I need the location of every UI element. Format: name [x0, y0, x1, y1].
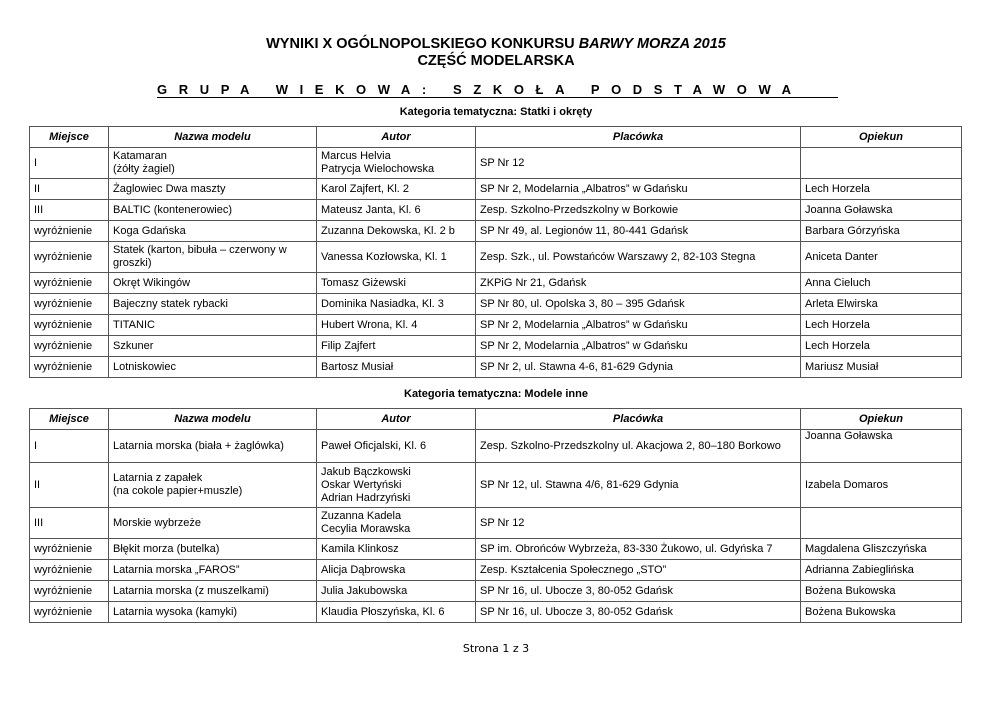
tutor-cell: Arleta Elwirska	[801, 294, 962, 315]
model-cell: Statek (karton, bibuła – czerwony w groszki)	[109, 242, 317, 273]
institution-cell: Zesp. Kształcenia Społecznego „STO”	[476, 560, 801, 581]
model-cell: Morskie wybrzeże	[109, 508, 317, 539]
model-cell: Latarnia wysoka (kamyki)	[109, 602, 317, 623]
author-cell: Filip Zajfert	[317, 336, 476, 357]
place-cell: wyróżnienie	[30, 357, 109, 378]
table-row	[30, 560, 962, 581]
document-subtitle: CZĘŚĆ MODELARSKA	[417, 53, 575, 69]
table-row	[30, 221, 962, 242]
institution-cell: SP Nr 2, Modelarnia „Albatros” w Gdańsku	[476, 315, 801, 336]
col-institution-header: Placówka	[476, 409, 801, 430]
institution-cell: SP Nr 2, Modelarnia „Albatros” w Gdańsku	[476, 336, 801, 357]
model-cell: Katamaran (żółty żagiel)	[109, 148, 317, 179]
place-cell: III	[30, 508, 109, 539]
model-cell: Okręt Wikingów	[109, 273, 317, 294]
page-number: Strona 1 z 3	[462, 642, 530, 655]
institution-cell: SP Nr 2, Modelarnia „Albatros” w Gdańsku	[476, 179, 801, 200]
table-row	[30, 273, 962, 294]
tutor-cell: Anna Cieluch	[801, 273, 962, 294]
col-place-header: Miejsce	[30, 127, 109, 148]
tutor-cell: Magdalena Gliszczyńska	[801, 539, 962, 560]
tutor-cell: Lech Horzela	[801, 336, 962, 357]
model-cell: Błękit morza (butelka)	[109, 539, 317, 560]
place-cell: wyróżnienie	[30, 242, 109, 273]
institution-cell: Zesp. Szkolno-Przedszkolny w Borkowie	[476, 200, 801, 221]
model-cell: Latarnia morska „FAROS”	[109, 560, 317, 581]
place-cell: II	[30, 179, 109, 200]
col-model-header: Nazwa modelu	[109, 127, 317, 148]
author-cell: Paweł Oficjalski, Kl. 6	[317, 430, 476, 463]
model-cell: Żaglowiec Dwa maszty	[109, 179, 317, 200]
author-cell: Dominika Nasiadka, Kl. 3	[317, 294, 476, 315]
tutor-cell: Lech Horzela	[801, 179, 962, 200]
tutor-cell: Bożena Bukowska	[801, 602, 962, 623]
table-row	[30, 200, 962, 221]
table-row	[30, 294, 962, 315]
col-tutor-header: Opiekun	[801, 409, 962, 430]
place-cell: wyróżnienie	[30, 294, 109, 315]
place-cell: wyróżnienie	[30, 581, 109, 602]
author-cell: Zuzanna Dekowska, Kl. 2 b	[317, 221, 476, 242]
tutor-cell: Joanna Goławska	[801, 200, 962, 221]
author-cell: Vanessa Kozłowska, Kl. 1	[317, 242, 476, 273]
institution-cell: Zesp. Szkolno-Przedszkolny ul. Akacjowa 2, 80–180 Borkowo	[476, 430, 801, 463]
table-row	[30, 148, 962, 179]
model-cell: Latarnia morska (z muszelkami)	[109, 581, 317, 602]
title-text: WYNIKI X OGÓLNOPOLSKIEGO KONKURSU	[266, 36, 579, 52]
place-cell: wyróżnienie	[30, 273, 109, 294]
institution-cell: SP im. Obrońców Wybrzeża, 83-330 Żukowo, ul. Gdyńska 7	[476, 539, 801, 560]
tutor-cell	[801, 508, 962, 539]
author-cell: Jakub Bączkowski Oskar Wertyński Adrian Hadrzyński	[317, 463, 476, 508]
author-cell: Marcus Helvia Patrycja Wielochowska	[317, 148, 476, 179]
institution-cell: SP Nr 12	[476, 148, 801, 179]
institution-cell: SP Nr 12, ul. Stawna 4/6, 81-629 Gdynia	[476, 463, 801, 508]
col-institution-header: Placówka	[476, 127, 801, 148]
tutor-cell: Barbara Górzyńska	[801, 221, 962, 242]
tutor-cell: Izabela Domaros	[801, 463, 962, 508]
place-cell: I	[30, 148, 109, 179]
table-row	[30, 602, 962, 623]
place-cell: wyróżnienie	[30, 602, 109, 623]
place-cell: wyróżnienie	[30, 221, 109, 242]
table-row	[30, 508, 962, 539]
model-cell: Lotniskowiec	[109, 357, 317, 378]
category-title: Kategoria tematyczna: Statki i okręty	[399, 106, 593, 118]
table-row	[30, 242, 962, 273]
col-place-header: Miejsce	[30, 409, 109, 430]
author-cell: Hubert Wrona, Kl. 4	[317, 315, 476, 336]
model-cell: BALTIC (kontenerowiec)	[109, 200, 317, 221]
institution-cell: ZKPiG Nr 21, Gdańsk	[476, 273, 801, 294]
place-cell: wyróżnienie	[30, 539, 109, 560]
table-row	[30, 581, 962, 602]
institution-cell: SP Nr 80, ul. Opolska 3, 80 – 395 Gdańsk	[476, 294, 801, 315]
place-cell: wyróżnienie	[30, 560, 109, 581]
model-cell: Latarnia z zapałek (na cokole papier+muszle)	[109, 463, 317, 508]
tutor-cell	[801, 148, 962, 179]
model-cell: Koga Gdańska	[109, 221, 317, 242]
tutor-cell: Aniceta Danter	[801, 242, 962, 273]
results-table	[29, 408, 962, 623]
author-cell: Mateusz Janta, Kl. 6	[317, 200, 476, 221]
table-row	[30, 336, 962, 357]
title-contest-name: BARWY MORZA 2015	[578, 36, 726, 52]
col-author-header: Autor	[317, 409, 476, 430]
author-cell: Karol Zajfert, Kl. 2	[317, 179, 476, 200]
author-cell: Alicja Dąbrowska	[317, 560, 476, 581]
table-row	[30, 539, 962, 560]
table-row	[30, 430, 962, 463]
institution-cell: SP Nr 16, ul. Ubocze 3, 80-052 Gdańsk	[476, 581, 801, 602]
age-group-heading: GRUPA WIEKOWA: SZKOŁA PODSTAWOWA	[157, 82, 838, 98]
table-row	[30, 315, 962, 336]
institution-cell: SP Nr 12	[476, 508, 801, 539]
results-table	[29, 126, 962, 378]
place-cell: III	[30, 200, 109, 221]
col-model-header: Nazwa modelu	[109, 409, 317, 430]
place-cell: II	[30, 463, 109, 508]
category-title: Kategoria tematyczna: Modele inne	[404, 388, 588, 400]
table-header-row	[30, 127, 962, 148]
tutor-cell: Bożena Bukowska	[801, 581, 962, 602]
author-cell: Bartosz Musiał	[317, 357, 476, 378]
tutor-cell: Mariusz Musiał	[801, 357, 962, 378]
table-header-row	[30, 409, 962, 430]
model-cell: Bajeczny statek rybacki	[109, 294, 317, 315]
model-cell: Latarnia morska (biała + żaglówka)	[109, 430, 317, 463]
author-cell: Klaudia Płoszyńska, Kl. 6	[317, 602, 476, 623]
institution-cell: Zesp. Szk., ul. Powstańców Warszawy 2, 82-103 Stegna	[476, 242, 801, 273]
model-cell: TITANIC	[109, 315, 317, 336]
model-cell: Szkuner	[109, 336, 317, 357]
place-cell: wyróżnienie	[30, 315, 109, 336]
table-row	[30, 357, 962, 378]
tutor-cell: Lech Horzela	[801, 315, 962, 336]
col-author-header: Autor	[317, 127, 476, 148]
place-cell: wyróżnienie	[30, 336, 109, 357]
place-cell: I	[30, 430, 109, 463]
author-cell: Zuzanna Kadela Cecylia Morawska	[317, 508, 476, 539]
institution-cell: SP Nr 2, ul. Stawna 4-6, 81-629 Gdynia	[476, 357, 801, 378]
institution-cell: SP Nr 16, ul. Ubocze 3, 80-052 Gdańsk	[476, 602, 801, 623]
author-cell: Kamila Klinkosz	[317, 539, 476, 560]
tutor-cell: Adrianna Zabieglińska	[801, 560, 962, 581]
tutor-cell: Joanna Goławska	[801, 430, 962, 463]
table-row	[30, 179, 962, 200]
author-cell: Julia Jakubowska	[317, 581, 476, 602]
col-tutor-header: Opiekun	[801, 127, 962, 148]
table-row	[30, 463, 962, 508]
document-title	[0, 36, 992, 53]
author-cell: Tomasz Giżewski	[317, 273, 476, 294]
institution-cell: SP Nr 49, al. Legionów 11, 80-441 Gdańsk	[476, 221, 801, 242]
